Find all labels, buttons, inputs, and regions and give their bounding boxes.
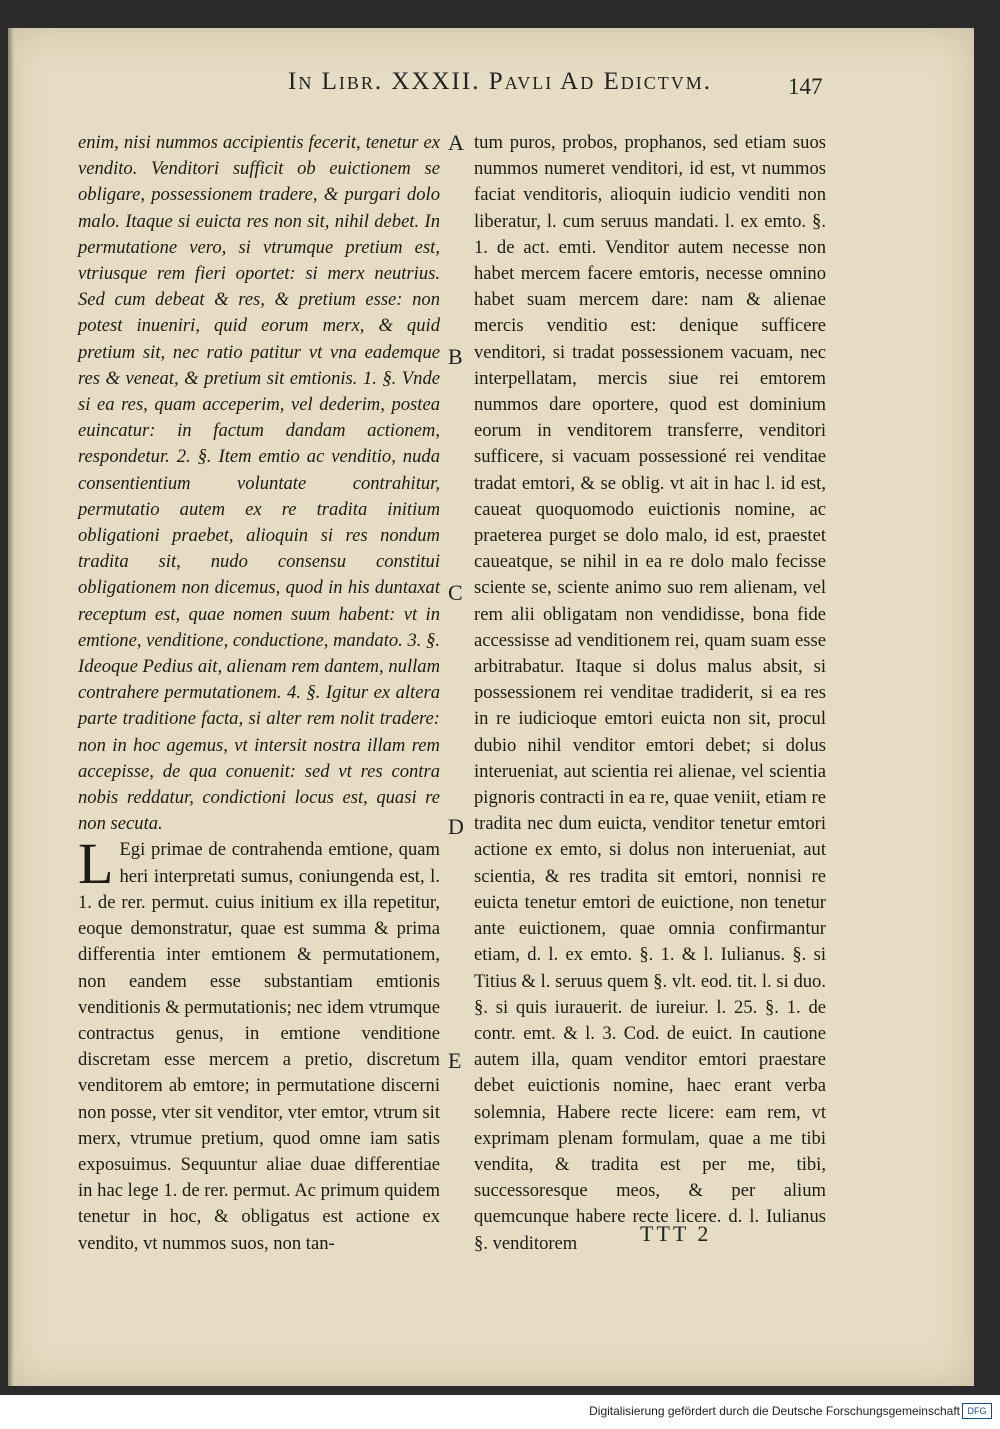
left-column-body-text: Egi primae de contrahenda emtione, quam heri interpretati sumus, coniungenda est, l. 1. de rer. permut. cuius initium ex illa repetitur, eoque demonstratur, quae est summa & prima differentia inter emtionem & permutationem, non eandem esse substantiam emtionis venditionis & permutationis; nec idem vtrumque contractus genus, in emtione venditione discretam esse mercem a pretio, discretum venditorem ab emtore; in permutatione discerni non posse, vter sit venditor, vter emtor, vtrum sit merx, vtrumue pretium, quod omne iam satis exposuimus. Sequuntur aliae duae differentiae in hac lege 1. de rer. permut. Ac primum quidem tenetur in hoc, & obligatus est actione ex vendito, vt nummos suos, non tan-	[78, 839, 440, 1254]
page-number: 147	[788, 74, 823, 99]
dropcap-initial: L	[78, 831, 114, 897]
margin-letter-a: A	[448, 130, 464, 155]
margin-letter-b: B	[448, 344, 463, 369]
right-column-text: tum puros, probos, prophanos, sed etiam suos nummos numeret venditori, id est, vt nummos faciat venditoris, alioquin iudicio venditi non liberatur, l. cum seruus mandati. l. ex emto. §. 1. de act. emti. Venditor autem necesse non habet mercem facere emtoris, necesse omnino habet suam mercem dare: nam & alienae mercis venditio est: denique sufficere venditori, si tradat possessionem vacuam, nec interpellatam, mercis siue rei emtorem nummos dare oportere, quod est dominium eorum in venditorem transferre, venditori sufficere, si vacuam possessioné rei venditae tradat emtori, & se oblig. vt ait in hac l. id est, caueat quoquomodo euictionis nomine, ac praeterea purget se dolo malo, id est, praestet caueatque, se nihil in ea re dolo malo fecisse sciente se, sciente animo suo rem alienam, vel rem alii obligatam non vendidisse, bona fide accessisse ad venditionem rei, quam suam esse arbitrabatur. Itaque si dolus malus absit, si possessionem rei venditae tradiderit, si ea res in re iudicioque emtori euicta non sit, procul dubio nihil venditor emtori debet; si dolus interueniat, aut scientia rei alienae, vel scientia pignoris contracti in ea re, quae veniit, etiam re tradita nec dum euicta, venditor tenetur emtori actione ex emto, si dolus non interueniat, aut scientia, & res tradita sit emtori, nonnisi re euicta tenetur emtori de euictione, non tenetur ante euictionem, quae omnia confirmantur etiam, d. l. ex emto. §. 1. & l. Iulianus. §. si Titius & l. seruus quem §. vlt. eod. tit. l. si duo. §. si quis iurauerit. de iureiur. l. 25. §. 1. de contr. emt. & l. 3. Cod. de euict. In cautione autem illa, quam venditor emtori praestare debet euictionis nomine, haec erant verba solemnia, Habere recte licere: eam rem, vt exprimam plenam formulam, quae a me tibi vendita, & tradita est per me, tibi, successoresque meos, & per alium quemcunque habere recte licere. d. l. Iulianus §. venditorem	[474, 132, 826, 1254]
running-title: In Libr. XXXII. Pavli Ad Edictvm.	[288, 68, 712, 95]
signature-mark: TTT 2	[640, 1221, 712, 1246]
margin-letter-c: C	[448, 580, 463, 605]
footer-credit: Digitalisierung gefördert durch die Deutsche Forschungsgemeinschaft	[589, 1404, 960, 1418]
margin-letter-e: E	[448, 1048, 462, 1073]
right-column	[474, 130, 826, 1257]
left-column-italic-text: enim, nisi nummos accipientis fecerit, tenetur ex vendito. Venditori sufficit ob euictionem se obligare, possessionem tradere, & purgari dolo malo. Itaque si euicta res non sit, nihil debet. In permutatione vero, si vtrumque pretium est, vtriusque rem fieri oportet: si merx neutrius. Sed cum debeat & res, & pretium esse: non potest inueniri, quid eorum merx, & quid pretium sit, nec ratio patitur vt vna eademque res & veneat, & pretium sit emtionis. 1. §. Vnde si ea res, quam acceperim, vel dederim, postea euincatur: in factum dandam actionem, respondetur. 2. §. Item emtio ac venditio, nuda consentientium voluntate contrahitur, permutatio autem ex re tradita initium obligationi praebet, alioquin si res nondum tradita sit, nudo consensu constitui obligationem non dicemus, quod in his duntaxat receptum est, quae nomen suum habent: vt in emtione, venditione, conductione, mandato. 3. §. Ideoque Pedius ait, alienam rem dantem, nullam contrahere permutationem. 4. §. Igitur ex altera parte traditione facta, si alter rem nolit tradere: non in hoc agemus, vt intersit nostra illam rem accepisse, de qua conuenit: sed vt res contra nobis reddatur, condictioni locus est, quasi re non secuta.	[78, 132, 440, 835]
left-column	[78, 130, 440, 1257]
left-column-body	[78, 831, 440, 1256]
page-binding-edge	[8, 28, 14, 1386]
dfg-logo: DFG	[962, 1403, 992, 1419]
margin-letter-d: D	[448, 814, 464, 839]
